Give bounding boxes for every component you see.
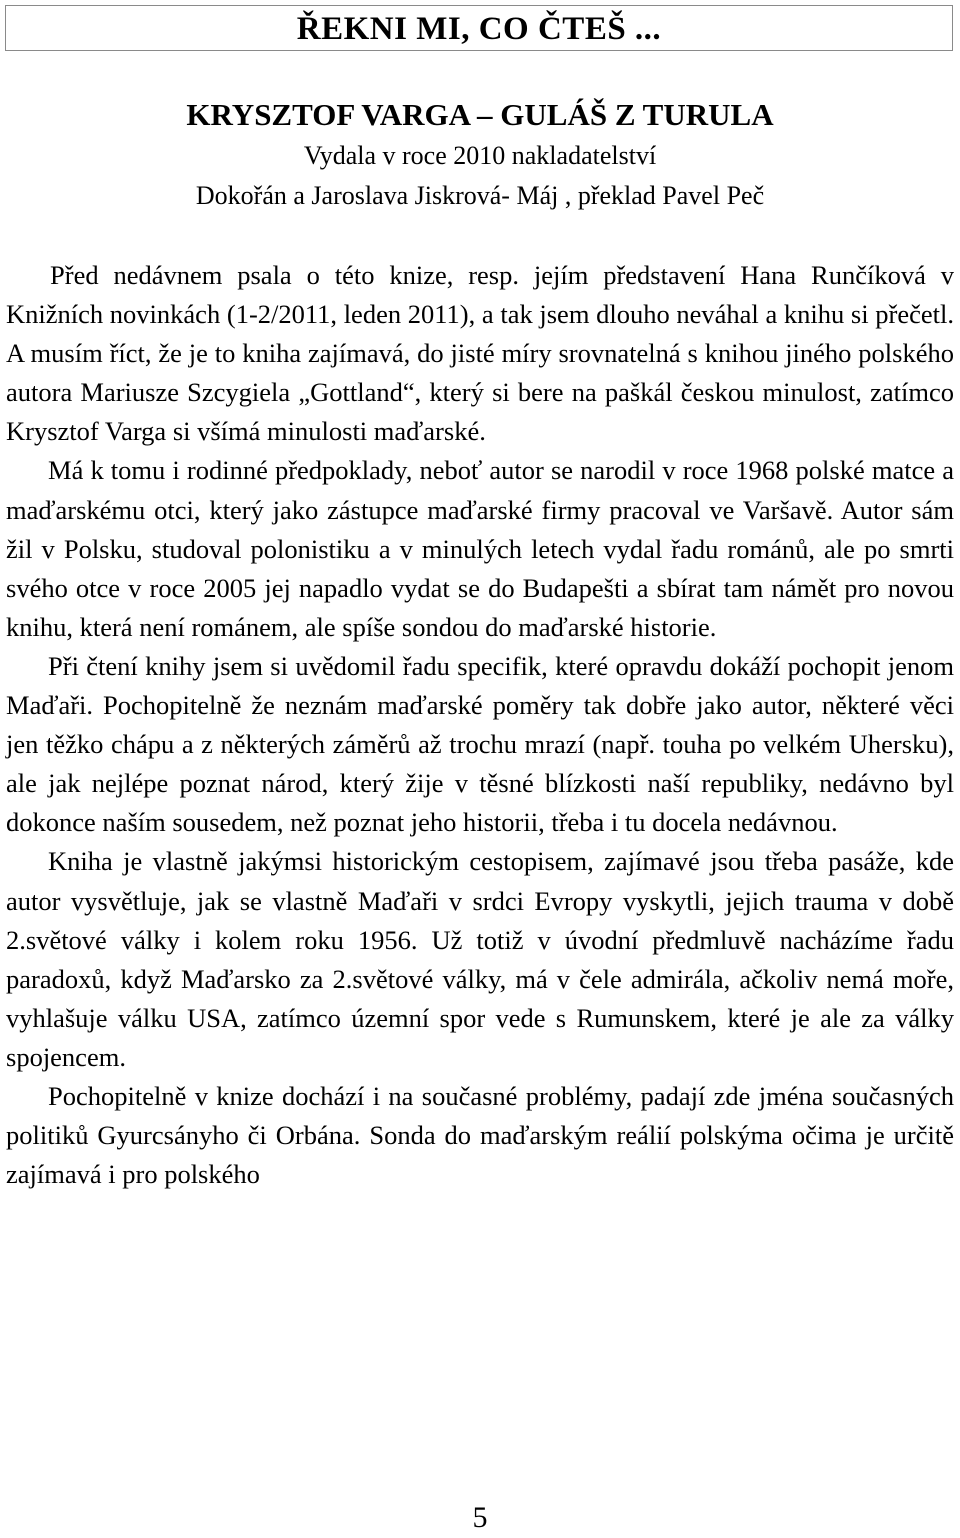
book-title: KRYSZTOF VARGA – GULÁŠ Z TURULA: [186, 97, 774, 132]
book-published-line: Vydala v roce 2010 nakladatelství: [303, 141, 657, 170]
section-header-box: [5, 5, 953, 51]
article-body: [6, 256, 954, 1194]
article-paragraph: Má k tomu i rodinné předpoklady, neboť autor se narodil v roce 1968 polské matce a maďarskému otci, který jako zástupce maďarské firmy pracoval ve Varšavě. Autor sám žil v Polsku, studoval polonistiku a v minulých letech vydal řadu románů, ale po smrti svého otce v roce 2005 jej napadlo vydat se do Budapešti a sbírat tam námět pro novou knihu, která není románem, ale spíše sondou do maďarské historie.: [6, 455, 954, 642]
article-paragraph: Před nedávnem psala o této knize, resp. jejím představení Hana Runčíková v Knižních novinkách (1-2/2011, leden 2011), a tak jsem dlouho neváhal a knihu si přečetl. A musím říct, že je to kniha zajímavá, do jisté míry srovnatelná s knihou jiného polského autora Mariusze Szcygiela „Gottland“, který si bere na paškál českou minulost, zatímco Krysztof Varga si všímá minulosti maďarské.: [6, 260, 954, 447]
article-paragraph: Kniha je vlastně jakýmsi historickým cestopisem, zajímavé jsou třeba pasáže, kde autor vysvětluje, jak se vlastně Maďaři v srdci Evropy vyskytli, jejich trauma v době 2.světové války i kolem roku 1956. Už totiž v úvodní předmluvě nacházíme řadu paradoxů, když Maďarsko za 2.světové války, má v čele admirála, ačkoliv nemá moře, vyhlašuje válku USA, zatímco územní spor vede s Rumunskem, které je ale za války spojencem.: [6, 846, 954, 1072]
section-title: ŘEKNI MI, CO ČTEŠ ...: [296, 11, 662, 47]
book-info: [0, 94, 960, 216]
book-publisher-line: Dokořán a Jaroslava Jiskrová- Máj , překlad Pavel Peč: [195, 181, 765, 210]
article-paragraph: Pochopitelně v knize dochází i na současné problémy, padají zde jména současných politiků Gyurcsányho či Orbána. Sonda do maďarským reálií polskýma očima je určitě zajímavá i pro polského: [6, 1080, 954, 1190]
page-number: 5: [472, 1501, 488, 1534]
article-paragraph: Při čtení knihy jsem si uvědomil řadu specifik, které opravdu dokáží pochopit jenom Maďaři. Pochopitelně že neznám maďarské poměry tak dobře jako autor, některé věci jen těžko chápu a z některých záměrů až trochu mrazí (např. touha po velkém Uhersku), ale jak nejlépe poznat národ, který žije v těsné blízkosti naší republiky, nedávno byl dokonce naším sousedem, než poznat jeho historii, třeba i tu docela nedávnou.: [6, 650, 954, 838]
